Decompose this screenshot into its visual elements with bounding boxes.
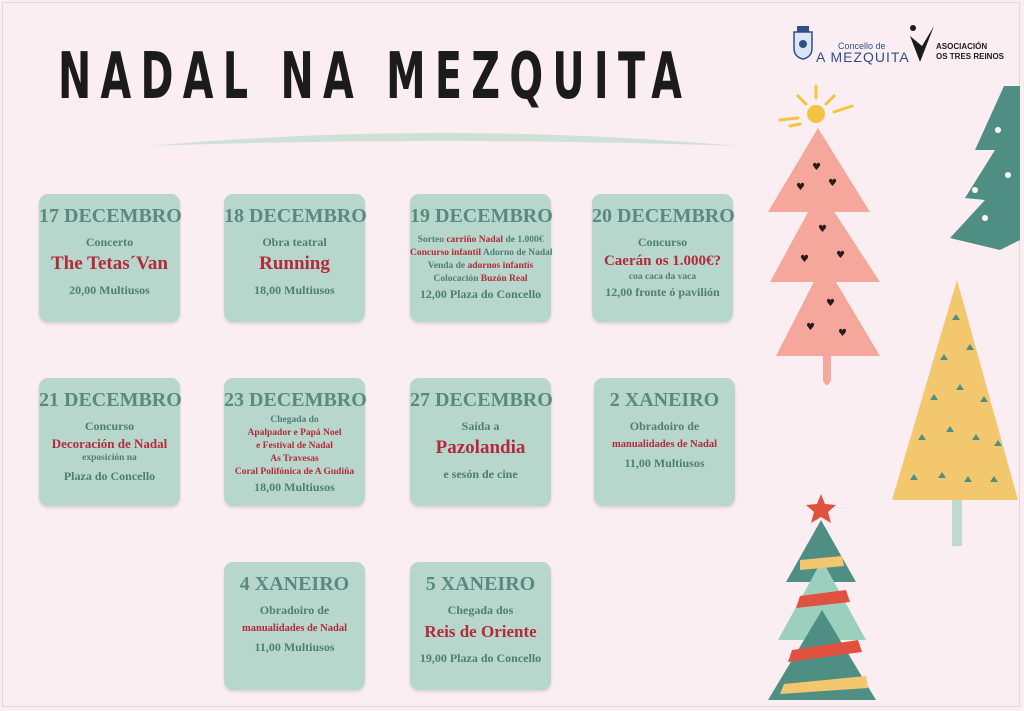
event-highlight: manualidades de Nadal bbox=[241, 623, 348, 634]
event-date: 20 DECEMBRO bbox=[592, 205, 735, 227]
svg-text:♥: ♥ bbox=[818, 224, 827, 235]
event-time-place: Plaza do Concello bbox=[63, 469, 156, 483]
event-text-part: Concurso infantil bbox=[410, 248, 481, 258]
event-date: 19 DECEMBRO bbox=[410, 205, 553, 227]
event-date: 23 DECEMBRO bbox=[224, 389, 367, 411]
event-highlight: Running bbox=[259, 253, 330, 274]
svg-text:♥: ♥ bbox=[806, 322, 815, 333]
concello-logo-line1: Concello de bbox=[838, 41, 886, 51]
svg-text:♥: ♥ bbox=[836, 250, 845, 261]
svg-text:♥: ♥ bbox=[826, 298, 835, 309]
event-time-place: 11,00 Multiusos bbox=[624, 456, 705, 470]
event-text: Obradoiro de bbox=[259, 603, 330, 617]
event-time-place: 11,00 Multiusos bbox=[254, 640, 335, 654]
event-text: coa caca da vaca bbox=[628, 272, 697, 282]
event-text-part: carriño Nadal bbox=[446, 235, 504, 245]
event-highlight: Caerán os 1.000€? bbox=[603, 253, 722, 269]
event-highlight: Reis de Oriente bbox=[424, 622, 537, 641]
poster-title: NADAL NA MEZQUITA bbox=[58, 40, 692, 114]
event-date: 4 XANEIRO bbox=[239, 573, 350, 595]
event-highlight: Apalpador e Papá Noel bbox=[247, 428, 342, 438]
event-time-place: 18,00 Multiusos bbox=[254, 283, 335, 297]
event-text: Chegada do bbox=[270, 415, 319, 425]
event-text: Chegada dos bbox=[447, 603, 514, 617]
event-time-place: 18,00 Multiusos bbox=[254, 480, 335, 494]
yellow-tree-icon bbox=[892, 280, 1018, 546]
event-text-part: Colocación bbox=[433, 274, 481, 284]
event-highlight: Decoración de Nadal bbox=[51, 436, 168, 451]
event-text-part: Venda de bbox=[427, 261, 468, 271]
svg-text:♥: ♥ bbox=[796, 182, 805, 193]
event-text: exposición na bbox=[82, 453, 137, 463]
event-text: Concurso bbox=[84, 419, 135, 433]
event-highlight: manualidades de Nadal bbox=[611, 439, 718, 450]
event-text: Obradoiro de bbox=[629, 419, 700, 433]
event-text: Concurso bbox=[637, 235, 688, 249]
event-text-part: de 1.000€ bbox=[503, 235, 544, 245]
teal-tree-icon bbox=[950, 86, 1020, 250]
asociacion-logo-line1: ASOCIACIÓN bbox=[936, 42, 988, 51]
event-date: 27 DECEMBRO bbox=[410, 389, 553, 411]
event-date: 5 XANEIRO bbox=[425, 573, 536, 595]
pink-tree-icon bbox=[768, 128, 880, 385]
svg-text:♥: ♥ bbox=[812, 162, 821, 173]
event-date: 2 XANEIRO bbox=[609, 389, 720, 411]
asociacion-logo-line2: OS TRES REINOS bbox=[936, 52, 1005, 61]
event-text-part: Buzón Real bbox=[480, 274, 528, 284]
event-time-place: 12,00 fronte ó pavilión bbox=[605, 285, 720, 299]
event-text: e sesón de cine bbox=[443, 467, 518, 481]
event-date: 17 DECEMBRO bbox=[39, 205, 182, 227]
event-date: 21 DECEMBRO bbox=[39, 389, 182, 411]
event-highlight: e Festival de Nadal bbox=[256, 441, 333, 451]
event-time-place: 19,00 Plaza do Concello bbox=[419, 651, 542, 665]
event-text-part: adornos infantís bbox=[467, 261, 534, 271]
event-highlight: As Travesas bbox=[270, 454, 319, 464]
event-date: 18 DECEMBRO bbox=[224, 205, 367, 227]
svg-text:♥: ♥ bbox=[838, 328, 847, 339]
event-text: Saída a bbox=[461, 419, 500, 433]
event-time-place: 12,00 Plaza do Concello bbox=[419, 287, 542, 301]
event-text-part: Sorteo bbox=[417, 235, 447, 245]
event-text: Obra teatral bbox=[262, 235, 327, 249]
event-highlight: Pazolandia bbox=[435, 437, 526, 458]
event-text: Concerto bbox=[85, 235, 134, 249]
sun-star-icon bbox=[780, 86, 852, 126]
svg-text:♥: ♥ bbox=[828, 178, 837, 189]
striped-tree-icon bbox=[768, 494, 876, 700]
svg-text:♥: ♥ bbox=[800, 254, 809, 265]
event-highlight: The Tetas´Van bbox=[50, 253, 169, 274]
event-highlight: Coral Polifónica de A Gudiña bbox=[234, 467, 355, 477]
event-text-part: Adorno de Nadal bbox=[481, 248, 553, 258]
concello-logo-line2: A MEZQUITA bbox=[816, 49, 910, 65]
event-time-place: 20,00 Multiusos bbox=[69, 283, 150, 297]
